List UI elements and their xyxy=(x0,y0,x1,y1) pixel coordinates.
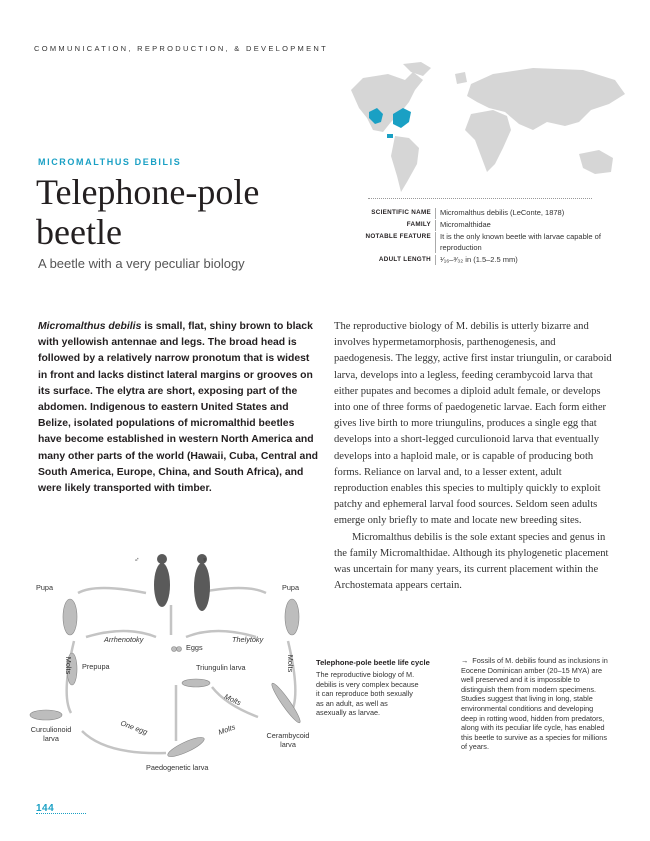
molts-bottom-label: Molts xyxy=(216,722,237,737)
fact-value: It is the only known beetle with larvae capable of reproduction xyxy=(440,232,601,252)
cerambycoid-label: Cerambycoid larva xyxy=(266,731,310,749)
life-cycle-diagram xyxy=(26,545,316,780)
female-symbol: ♀ xyxy=(202,555,208,564)
intro-text: is small, flat, shiny brown to black with yellowish antennae and legs. The broad head is followed by a relatively narrow pronotum that is widest in front and lacks distinct lateral margins or grooves on its surface. The elytra are short, exposing part of the abdomen. Indigenous to eastern United States and Belize, isolated populations of micromalthid beetles have become established in western North America and many other parts of the world (Hawaii, Cuba, Central and South America, Europe, China, and South Africa), and were likely transported with timber. xyxy=(38,321,319,495)
fossil-note-text: Fossils of M. debilis found as inclusions in Eocene Dominican amber (20–15 MYA) are well preserved and it is impossible to distinguish them from modern specimens. Studies suggest that living in long, stable environmental conditions and developing deep in rotting wood, hidden from predators, along with its peculiar life cycle, has enabled this beetle to survive as a species for millions of years. xyxy=(461,656,608,752)
distribution-map xyxy=(343,60,635,200)
page-number-rule xyxy=(36,813,86,814)
fact-row xyxy=(344,208,614,219)
fossil-note xyxy=(461,656,609,752)
facts-table xyxy=(344,208,614,267)
caption-title: Telephone-pole beetle life cycle xyxy=(316,658,430,667)
molts-right-label: Molts xyxy=(286,654,296,673)
intro-paragraph xyxy=(38,319,320,497)
intro-lead: Micromalthus debilis xyxy=(38,321,142,332)
paedogenetic-label: Paedogenetic larva xyxy=(146,763,209,772)
species-scientific-heading: MICROMALTHUS DEBILIS xyxy=(38,157,182,167)
facts-divider xyxy=(368,198,592,199)
fact-label: NOTABLE FEATURE xyxy=(344,232,436,253)
eggs-label: Eggs xyxy=(186,643,203,652)
body-paragraph: The reproductive biology of M. debilis is utterly bizarre and involves hypermetamorphosis, parthenogenesis, and paedogenesis. The leggy, active first instar triungulin, or caraboid larva, develops into a legless, feeding cerambycoid larva that either pupates and becomes a diploid adult female, or develops into one of three forms of paedogenetic larvae. Each form either gives live birth to more triungulins, produces a single egg that develops into a short-legged curculionoid larva that eventually develops into a haploid male, or is capable of producing both forms. Reliance on larval and, to a lesser extent, adult reproduction enables this species to multiply quickly to exploit patchy and ephemeral larval food sources. Seldom seen adults emerge only briefly to mate and locate new breeding sites. xyxy=(334,321,612,527)
arrow-icon: → xyxy=(461,656,469,665)
pupa-right-label: Pupa xyxy=(282,583,300,592)
thelytoky-label: Thelytoky xyxy=(232,635,264,644)
fact-value: Micromalthidae xyxy=(440,220,491,229)
fact-label: SCIENTIFIC NAME xyxy=(344,208,436,219)
fact-value: Micromalthus debilis (LeConte, 1878) xyxy=(440,208,565,217)
prepupa-label: Prepupa xyxy=(82,662,110,671)
triungulin-label: Triungulin larva xyxy=(196,663,246,672)
caption-text: The reproductive biology of M. debilis is very complex because it can reproduce both sexually as an adult, as well as asexually as larvae. xyxy=(316,670,419,718)
fact-row xyxy=(344,220,614,231)
page-title: Telephone-pole beetle xyxy=(36,172,260,252)
arrhenotoky-label: Arrhenotoky xyxy=(104,635,144,644)
section-title: COMMUNICATION, REPRODUCTION, & DEVELOPMENT xyxy=(34,44,328,53)
fact-row xyxy=(344,232,614,253)
male-symbol: ♂ xyxy=(134,555,140,564)
fact-value: ¹⁄₁₆–³⁄₃₂ in (1.5–2.5 mm) xyxy=(440,254,518,264)
fact-label: FAMILY xyxy=(344,220,436,231)
body-text xyxy=(334,319,616,594)
curculionoid-label: Curculionoid larva xyxy=(30,725,72,743)
body-paragraph: Micromalthus debilis is the sole extant species and genus in the family Micromalthidae. Although its phylogenetic placement was uncertain for many years, its current placement within the Archostemata appears certain. xyxy=(334,531,609,592)
one-egg-label: One egg xyxy=(119,718,149,737)
pupa-left-label: Pupa xyxy=(36,583,54,592)
molts-mid-label: Molts xyxy=(222,691,243,708)
page-number: 144 xyxy=(36,803,55,814)
fact-label: ADULT LENGTH xyxy=(344,255,436,266)
fact-row xyxy=(344,255,614,266)
molts-left-label: Molts xyxy=(64,656,74,675)
page-subtitle: A beetle with a very peculiar biology xyxy=(38,256,245,271)
